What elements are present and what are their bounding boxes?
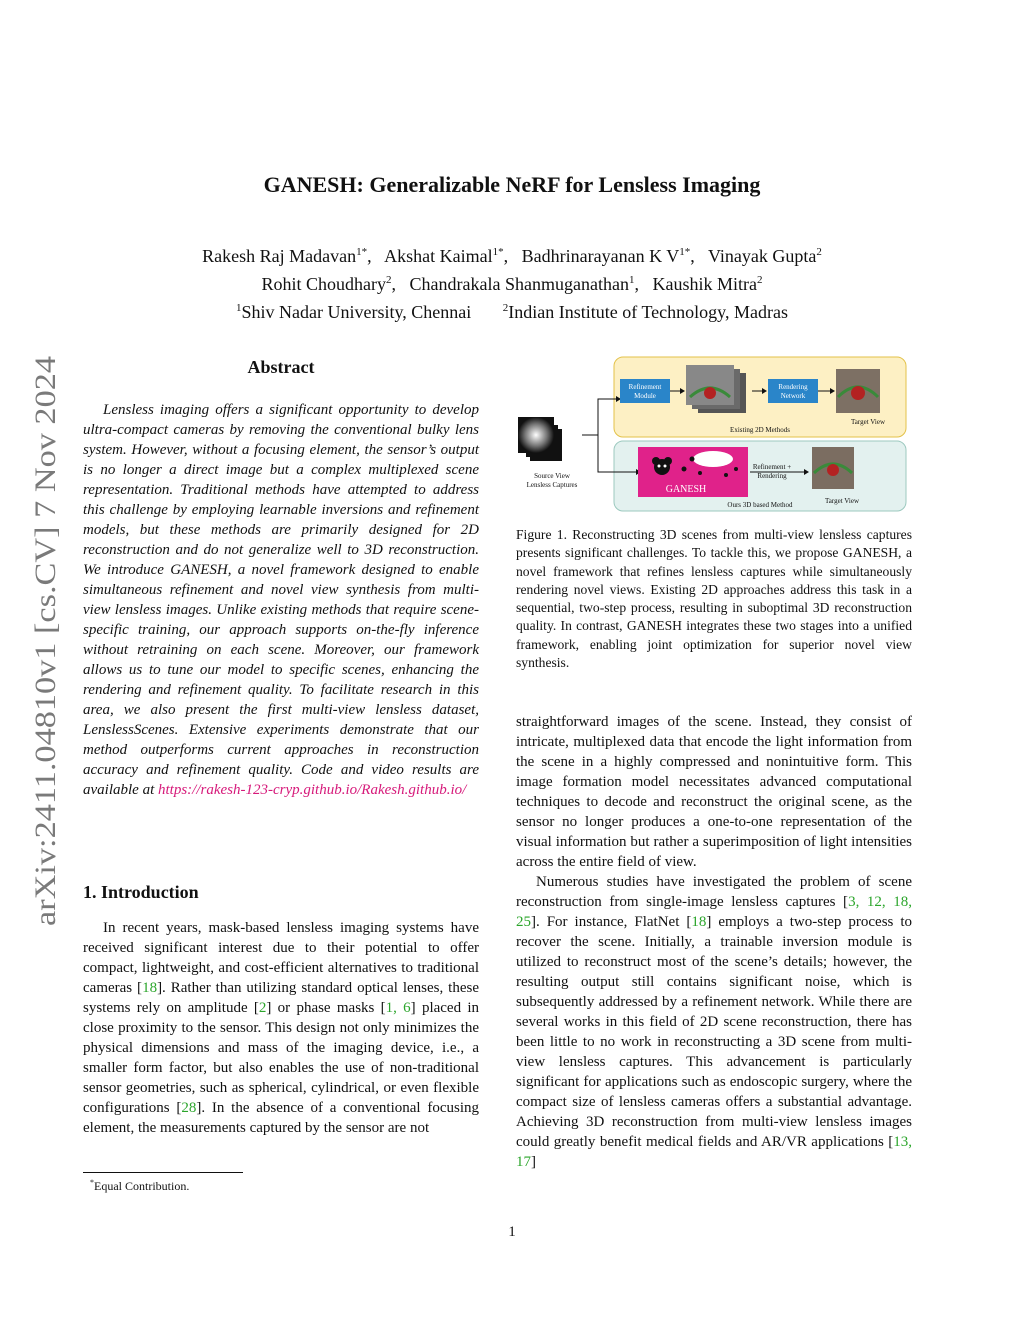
body-text: ]. For instance, FlatNet [ xyxy=(531,914,692,930)
author-sup: 1* xyxy=(679,246,691,258)
page-number: 1 xyxy=(508,1224,516,1240)
intro-text: ]. Rather than utilizing standard optical lenses, these systems rely on amplitude [ xyxy=(83,980,479,1016)
affiliation-name: Shiv Nadar University, Chennai xyxy=(241,302,472,322)
abstract-body xyxy=(83,400,479,800)
author-name: Rohit Choudhary xyxy=(261,274,387,294)
intro-text: ]. In the absence of a conventional focusing element, the measurements captured by the sensor are not xyxy=(83,1100,480,1136)
footnote-rule xyxy=(83,1172,243,1173)
affiliation-sup: 2 xyxy=(502,302,509,314)
intro-text: In recent years, mask-based lensless imaging systems have received significant interest due to their potential to offer compact, lightweight, and cost-efficient alternatives to traditional cameras [ xyxy=(83,920,479,996)
paragraph-continuation: straightforward images of the scene. Instead, they consist of intricate, multiplexed data that encode the light information from the scene in a highly compressed and nonintuitive form. This image formation model necessitates advanced computational techniques to decode and reconstruct the original scene, as the sensor no longer produces a one-to-one representation of the visual information but rather a superimposition of light intensities across the entire field of view. xyxy=(516,714,912,870)
author-name: Akshat Kaimal xyxy=(384,246,493,266)
abstract-heading: Abstract xyxy=(247,357,315,377)
author-line-2: Rohit Choudhary$^2$, Chandrakala Shanmuganathan$^1$, Kaushik Mitra$^2$ xyxy=(261,274,763,294)
body-text: ] xyxy=(531,1154,536,1170)
citation-link[interactable]: 28 xyxy=(181,1100,197,1116)
figure-1-caption xyxy=(516,526,912,672)
author-block xyxy=(0,240,1024,324)
refinement-module-label-2: Module xyxy=(634,392,656,400)
paragraph-prior-work xyxy=(516,872,912,1172)
project-link[interactable]: https://rakesh-123-cryp.github.io/Rakesh.github.io/ xyxy=(158,782,467,798)
rendering-network-label-1: Rendering xyxy=(778,383,808,391)
author-line-1: Rakesh Raj Madavan$^{1*}$, Akshat Kaimal$^{1*}$, Badhrinarayanan K $V^{1*}$, Vinayak Gupta$^2$ xyxy=(202,246,822,266)
author-sup: 2 xyxy=(756,274,763,286)
citation-link[interactable]: 3, 12, 18, 25 xyxy=(516,894,913,930)
target-view-image-bottom xyxy=(812,447,854,489)
author-sup: 2 xyxy=(386,274,392,286)
author-name: Kaushik Mitra xyxy=(652,274,757,294)
footnote xyxy=(90,1178,189,1194)
author-name: Chandrakala Shanmuganathan xyxy=(409,274,629,294)
author-name: Vinayak Gupta xyxy=(707,246,817,266)
affiliation-sup: 1 xyxy=(236,302,242,314)
section-heading-introduction: 1. Introduction xyxy=(83,882,199,902)
arxiv-stamp xyxy=(29,356,63,926)
existing-methods-label: Existing 2D Methods xyxy=(730,426,790,434)
ganesh-label: GANESH xyxy=(665,484,707,495)
refinement-rendering-label-1: Refinement + xyxy=(752,463,792,471)
affiliation-line xyxy=(0,296,1024,324)
refinement-rendering-label-2: Rendering xyxy=(757,472,787,480)
citation-link[interactable]: 1, 6 xyxy=(385,1000,411,1016)
introduction-paragraph xyxy=(83,918,479,1138)
body-text: ] employs a two-step process to recover the scene. Initially, a trainable inversion module is utilized to reconstruct most of the scene’s details; however, the resulting output still contains significant noise, which is subsequently addressed by a refinement network. While there are several works in this field of 2D scene reconstruction, there has been little to no work in reconstructing a 3D scene from multi-view lensless captures. This advancement is particularly significant for applications such as endoscopic surgery, where the compact size of lensless cameras offers a substantial advantage. Achieving 3D reconstruction from multi-view lensless images could greatly benefit medical fields and AR/VR applications [ xyxy=(516,914,913,1150)
paper-title: GANESH: Generalizable NeRF for Lensless Imaging xyxy=(263,172,761,197)
source-view-label: Source View xyxy=(534,472,570,480)
author-name: Badhrinarayanan K V xyxy=(521,246,680,266)
right-column-body xyxy=(516,712,912,1172)
refined-image-stack xyxy=(686,365,746,413)
arxiv-stamp-text: arXiv:2411.04810v1 [cs.CV] 7 Nov 2024 xyxy=(29,427,62,926)
author-sup: 1 xyxy=(628,274,635,286)
target-view-image-top xyxy=(836,369,880,413)
intro-text: ] or phase masks [ xyxy=(266,1000,386,1016)
caption-text: Figure 1. Reconstructing 3D scenes from multi-view lensless captures presents significant challenges. To tackle this, we propose GANESH, a novel framework that refines lensless captures while simultaneously rendering novel views. Existing 2D approaches address this task in a sequential, two-step process, resulting in suboptimal 3D reconstruction quality. In contrast, GANESH integrates these two stages into a unified framework, enabling joint optimization for superior novel view synthesis. xyxy=(516,527,912,671)
target-view-label-top: Target View xyxy=(850,418,886,426)
refinement-module-label-1: Refinement xyxy=(628,383,662,391)
footnote-text: Equal Contribution. xyxy=(94,1179,190,1193)
author-sup: 1* xyxy=(492,246,504,258)
abstract-text: Lensless imaging offers a significant opportunity to develop ultra-compact cameras by removing the conventional bulky lens system. However, without a focusing element, the sensor’s output is no longer a direct image but a complex multiplexed scene representation. Traditional methods have attempted to address this challenge by employing learnable inversions and refinement models, but these methods are primarily designed for 2D reconstruction and do not generalize well to 3D reconstruction. We introduce GANESH, a novel framework designed to enable simultaneous refinement and novel view synthesis from multi-view lensless images. Unlike existing methods that require scene-specific training, our approach supports on-the-fly inference without retraining on each scene. Moreover, our framework allows us to tune our model to specific scenes, enhancing the rendering and refinement quality. To facilitate research in this area, we also present the first multi-view lensless dataset, LenslessScenes. Extensive experiments demonstrate that our method outperforms current approaches in reconstruction accuracy and refinement quality. Code and video results are available at xyxy=(83,402,479,798)
citation-link[interactable]: 2 xyxy=(258,1000,267,1016)
citation-link[interactable]: 13, 17 xyxy=(516,1134,912,1170)
author-sup: 2 xyxy=(816,246,822,258)
arrow-to-existing xyxy=(582,399,616,435)
figure-1-diagram xyxy=(516,355,912,515)
ours-method-label: Ours 3D based Method xyxy=(727,501,793,509)
intro-text: ] placed in close proximity to the sensor. This design not only minimizes the physical dimensions and mass of the imaging device, i.e., a smaller form factor, but also enables the use of non-traditional sensor geometries, such as spherical, cylindrical, or even flexible configurations [ xyxy=(83,1000,480,1116)
footnote-mark: * xyxy=(90,1178,94,1187)
rendering-network-label-2: Network xyxy=(780,392,806,400)
author-name: Rakesh Raj Madavan xyxy=(202,246,357,266)
citation-link[interactable]: 18 xyxy=(142,980,158,996)
citation-link[interactable]: 18 xyxy=(691,914,707,930)
body-text: Numerous studies have investigated the problem of scene reconstruction from single-image lensless captures [ xyxy=(516,874,912,910)
lensless-captures-label: Lensless Captures xyxy=(526,481,578,489)
target-view-label-bottom: Target View xyxy=(824,497,860,505)
author-sup: 1* xyxy=(356,246,368,258)
affiliation-name: Indian Institute of Technology, Madras xyxy=(508,302,788,322)
source-view-stack xyxy=(518,417,562,461)
